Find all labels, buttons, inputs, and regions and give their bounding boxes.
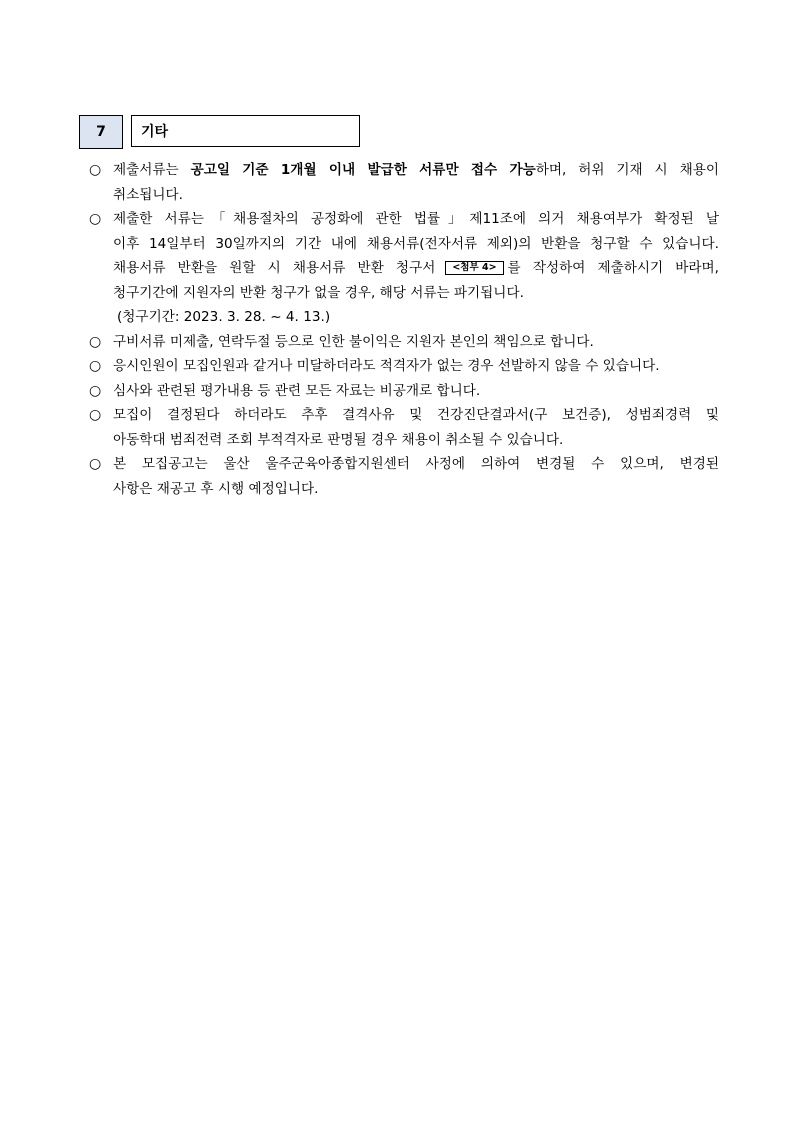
list-item: [89, 330, 719, 355]
claim-period: (청구기간: 2023. 3. 28. ~ 4. 13.): [117, 309, 331, 325]
list-item: [89, 403, 719, 452]
item-text: 하며, 허위 기재 시 채용이: [535, 162, 719, 178]
section-number: 7: [79, 115, 123, 149]
item-text: 응시인원이 모집인원과 같거나 미달하더라도 적격자가 없는 경우 선발하지 않을 수 있습니다.: [113, 358, 660, 374]
section-title: 기타: [131, 115, 360, 147]
item-text: 청구기간에 지원자의 반환 청구가 없을 경우, 해당 서류는 파기됩니다.: [113, 284, 524, 301]
item-text: 를 작성하여 제출하시기 바라며,: [507, 260, 719, 276]
circle-bullet-icon: ○: [89, 358, 102, 374]
list-item: [89, 379, 719, 404]
item-text: 제출서류는: [113, 162, 191, 178]
circle-bullet-icon: ○: [89, 333, 102, 350]
list-item: [89, 354, 719, 379]
circle-bullet-icon: ○: [89, 456, 102, 472]
circle-bullet-icon: ○: [89, 211, 102, 227]
item-text-bold: 공고일 기준 1개월 이내 발급한 서류만 접수 가능: [190, 162, 536, 178]
item-text: 제출한 서류는「채용절차의 공정화에 관한 법률」제11조에 의거 채용여부가 확정된 날: [113, 211, 719, 227]
item-text: 아동학대 범죄전력 조회 부적격자로 판명될 경우 채용이 취소될 수 있습니다.: [113, 431, 564, 448]
notice-list: [89, 158, 719, 501]
item-text: 심사와 관련된 평가내용 등 관련 모든 자료는 비공개로 합니다.: [113, 382, 481, 399]
item-text: 모집이 결정된다 하더라도 추후 결격사유 및 건강진단결과서(구 보건증), 성범죄경력 및: [113, 407, 719, 423]
item-text: 취소됩니다.: [113, 186, 183, 203]
circle-bullet-icon: ○: [89, 407, 102, 423]
item-text: 채용서류 반환을 원할 시 채용서류 반환 청구서: [113, 260, 436, 276]
list-item: [89, 207, 719, 330]
item-text: 이후 14일부터 30일까지의 기간 내에 채용서류(전자서류 제외)의 반환을 청구할 수 있습니다.: [113, 235, 719, 252]
item-text: 본 모집공고는 울산 울주군육아종합지원센터 사정에 의하여 변경될 수 있으며, 변경된: [113, 456, 719, 472]
circle-bullet-icon: ○: [89, 162, 102, 178]
list-item: [89, 158, 719, 207]
attachment-label: <첨부 4>: [445, 261, 503, 275]
list-item: [89, 452, 719, 501]
circle-bullet-icon: ○: [89, 382, 102, 399]
item-text: 구비서류 미제출, 연락두절 등으로 인한 불이익은 지원자 본인의 책임으로 합니다.: [113, 333, 594, 350]
item-text: 사항은 재공고 후 시행 예정입니다.: [113, 480, 319, 497]
